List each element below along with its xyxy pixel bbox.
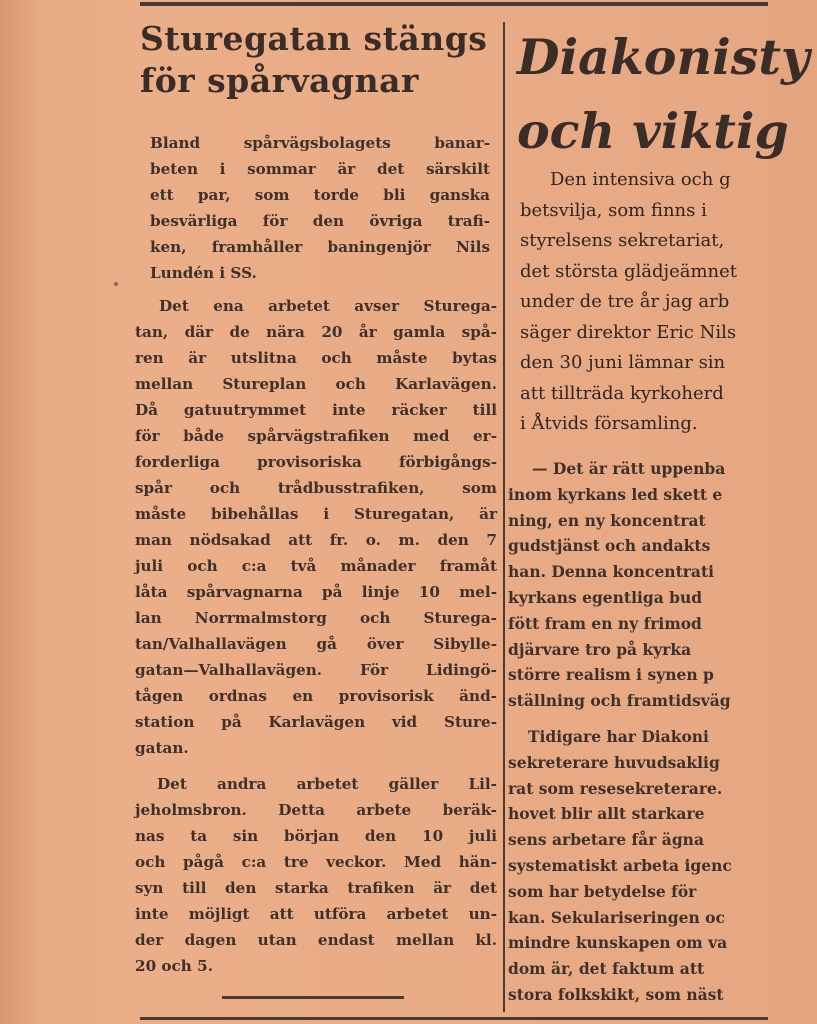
text-line: Tidigare har Diakoni: [528, 727, 709, 746]
text-line: ning, en ny koncentrat: [508, 510, 706, 530]
top-rule: [140, 2, 768, 6]
text-line: större realism i synen p: [508, 665, 714, 685]
text-line: spår och trådbusstrafiken, som: [135, 479, 497, 497]
right-headline-line-2: och viktig: [517, 102, 789, 160]
text-line: han. Denna koncentrati: [508, 562, 714, 582]
article-end-rule: [222, 996, 404, 999]
text-line: besvärliga för den övriga trafi-: [150, 212, 490, 230]
text-line: sens arbetare får ägna: [508, 830, 704, 850]
text-line: styrelsens sekretariat,: [520, 230, 725, 251]
text-line: man nödsakad att fr. o. m. den 7: [135, 531, 497, 549]
text-line: station på Karlavägen vid Sture-: [135, 713, 497, 731]
text-line: tan, där de nära 20 år gamla spå-: [135, 323, 497, 341]
text-line: djärvare tro på kyrka: [508, 639, 692, 659]
text-line: systematiskt arbeta igenc: [508, 855, 732, 875]
left-lede: [150, 130, 490, 286]
text-line: Det ena arbetet avser Sturega-: [159, 297, 497, 315]
text-line: Bland spårvägsbolagets banar-: [150, 134, 490, 152]
text-line: — Det är rätt uppenba: [532, 459, 726, 478]
text-line: tågen ordnas en provisorisk änd-: [135, 687, 497, 705]
text-line: tan/Valhallavägen gå över Sibylle-: [135, 635, 497, 653]
text-line: gatan.: [135, 739, 189, 757]
text-line: att tillträda kyrkoherd: [520, 382, 724, 404]
text-line: juli och c:a två månader framåt: [135, 557, 497, 575]
text-line: kan. Sekulariseringen oc: [508, 907, 725, 927]
text-line: ställning och framtidsväg: [508, 691, 731, 711]
right-headline: [517, 20, 817, 168]
text-line: det största glädjeämnet: [520, 260, 738, 282]
text-line: måste bibehållas i Sturegatan, är: [135, 505, 497, 523]
text-line: under de tre år jag arb: [520, 291, 730, 312]
column-divider: [503, 22, 505, 1012]
text-line: jeholmsbron. Detta arbete beräk-: [135, 801, 497, 819]
right-intro: [520, 165, 780, 440]
left-headline: [140, 18, 490, 102]
text-line: som har betydelse för: [508, 881, 697, 901]
right-paragraph-3: [508, 724, 788, 1008]
text-line: gudstjänst och andakts: [508, 536, 711, 556]
text-line: rat som resesekreterare.: [508, 778, 723, 798]
text-line: dom är, det faktum att: [508, 959, 705, 979]
text-line: säger direktor Eric Nils: [520, 321, 737, 343]
text-line: der dagen utan endast mellan kl.: [135, 931, 497, 949]
right-headline-line-1: Diakonisty: [517, 28, 810, 86]
text-line: kyrkans egentliga bud: [508, 587, 703, 607]
text-line: forderliga provisoriska förbigångs-: [135, 453, 497, 471]
text-line: gatan—Valhallavägen. För Lidingö-: [135, 661, 497, 679]
text-line: ett par, som torde bli ganska: [150, 186, 490, 204]
text-line: och pågå c:a tre veckor. Med hän-: [135, 853, 497, 871]
text-line: Den intensiva och g: [550, 169, 731, 190]
text-line: för både spårvägstrafiken med er-: [135, 427, 497, 445]
text-line: betsvilja, som finns i: [520, 199, 707, 221]
text-line: beten i sommar är det särskilt: [150, 160, 490, 178]
text-line: 20 och 5.: [135, 957, 213, 975]
text-line: lan Norrmalmstorg och Sturega-: [135, 609, 497, 627]
text-line: syn till den starka trafiken är det: [135, 879, 497, 897]
text-line: Lundén i SS.: [150, 264, 257, 282]
text-line: Då gatuutrymmet inte räcker till: [135, 401, 497, 419]
text-line: hovet blir allt starkare: [508, 804, 705, 824]
margin-speck: [114, 282, 118, 286]
left-paragraph-1: [135, 293, 497, 761]
text-line: mindre kunskapen om va: [508, 933, 728, 953]
bottom-rule: [140, 1017, 768, 1020]
text-line: inom kyrkans led skett e: [508, 484, 723, 504]
text-line: sekreterare huvudsaklig: [508, 752, 720, 772]
text-line: mellan Stureplan och Karlavägen.: [135, 375, 497, 393]
text-line: stora folkskikt, som näst: [508, 984, 724, 1004]
left-headline-line-1: Sturegatan stängs: [140, 19, 488, 58]
text-line: ken, framhåller baningenjör Nils: [150, 238, 490, 256]
text-line: Det andra arbetet gäller Lil-: [157, 775, 497, 793]
text-line: den 30 juni lämnar sin: [520, 352, 726, 373]
text-line: låta spårvagnarna på linje 10 mel-: [135, 583, 497, 601]
right-paragraph-2: [508, 456, 788, 714]
left-paragraph-2: [135, 771, 497, 979]
text-line: fött fram en ny frimod: [508, 613, 702, 633]
text-line: ren är utslitna och måste bytas: [135, 349, 497, 367]
text-line: i Åtvids församling.: [520, 413, 698, 434]
text-line: nas ta sin början den 10 juli: [135, 827, 497, 845]
left-headline-line-2: för spårvagnar: [140, 61, 419, 100]
text-line: inte möjligt att utföra arbetet un-: [135, 905, 497, 923]
